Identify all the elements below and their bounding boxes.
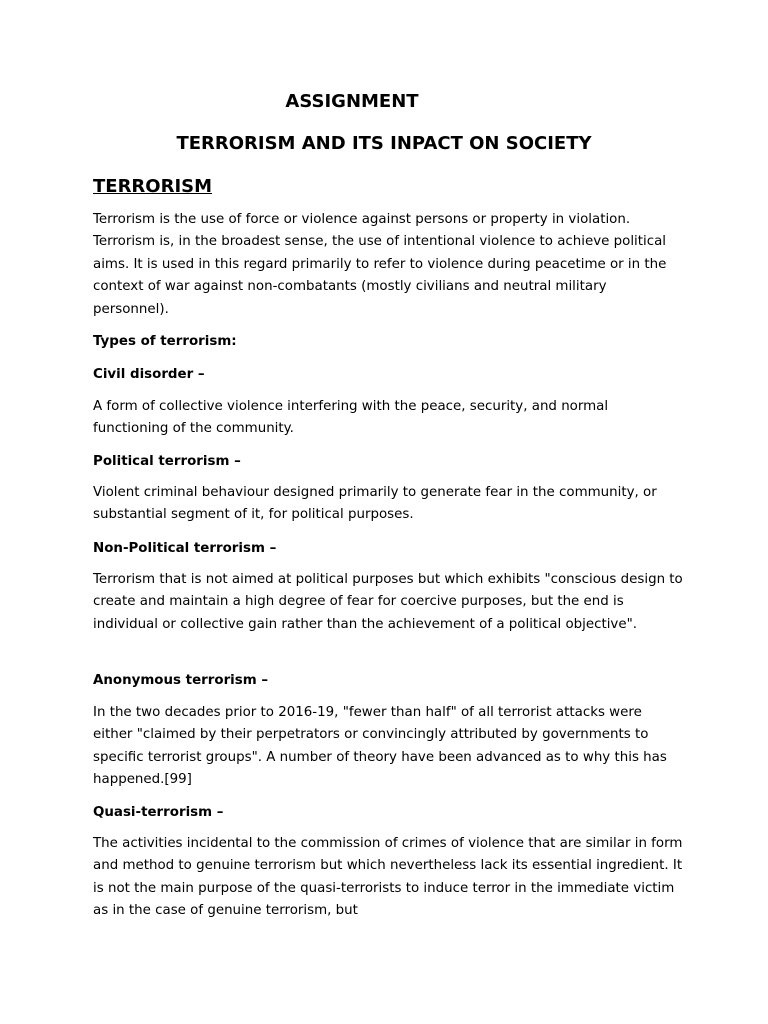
- type-text-non-political-terrorism: Terrorism that is not aimed at political purposes but which exhibits "conscious design to create and maintain a high degree of fear for coercive purposes, but the end is individual or collective gain rather than the achievement of a political objective".: [93, 572, 683, 632]
- type-text-civil-disorder: A form of collective violence interfering with the peace, security, and normal functioning of the community.: [93, 399, 609, 437]
- intro-paragraph: Terrorism is the use of force or violence against persons or property in violation. Terrorism is, in the broadest sense, the use of intentional violence to achieve political aims. It is used in this regard primarily to refer to violence during peacetime or in the context of war against non-combatants (mostly civilians and neutral military personnel).: [93, 212, 667, 317]
- type-text-quasi-terrorism: The activities incidental to the commission of crimes of violence that are similar in form and method to genuine terrorism but which nevertheless lack its essential ingredient. It is not the main purpose of the quasi-terrorists to induce terror in the immediate victim as in the case of genuine terrorism, but: [93, 836, 683, 919]
- document-title: ASSIGNMENT: [285, 91, 419, 112]
- type-heading-political-terrorism: Political terrorism –: [93, 454, 241, 469]
- type-heading-quasi-terrorism: Quasi-terrorism –: [93, 805, 224, 820]
- type-text-anonymous-terrorism: In the two decades prior to 2016-19, "fewer than half" of all terrorist attacks were either "claimed by their perpetrators or convincingly attributed by governments to specific terrorist groups". A number of theory have been advanced as to why this has happened.[99]: [93, 705, 667, 788]
- section-heading-terrorism: TERRORISM: [93, 176, 213, 197]
- types-heading: Types of terrorism:: [93, 334, 237, 349]
- type-heading-anonymous-terrorism: Anonymous terrorism –: [93, 673, 269, 688]
- type-text-political-terrorism: Violent criminal behaviour designed primarily to generate fear in the community, or substantial segment of it, for political purposes.: [93, 485, 657, 523]
- type-heading-civil-disorder: Civil disorder –: [93, 367, 205, 382]
- document-subtitle: TERRORISM AND ITS INPACT ON SOCIETY: [176, 133, 592, 154]
- type-heading-non-political-terrorism: Non-Political terrorism –: [93, 541, 277, 556]
